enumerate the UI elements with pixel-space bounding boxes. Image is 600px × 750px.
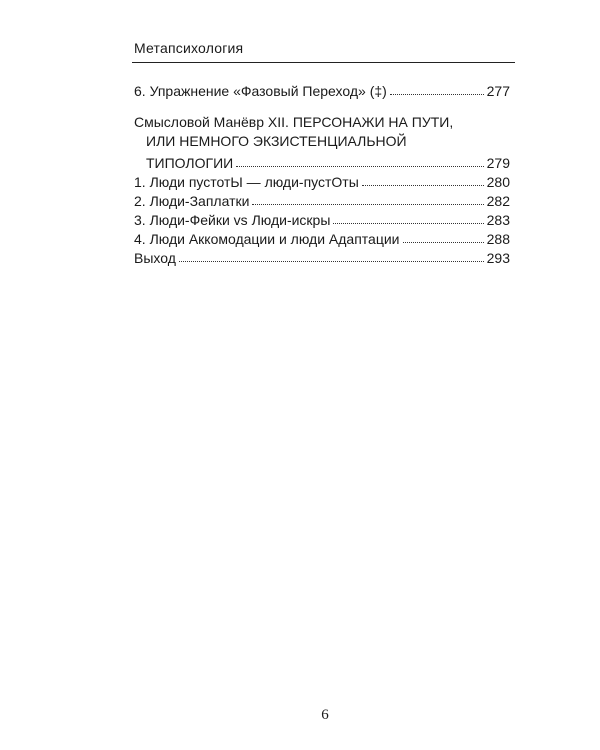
dot-leader xyxy=(252,204,483,205)
toc-entry xyxy=(134,80,510,99)
dot-leader xyxy=(179,261,484,262)
toc-entry-label: 4. Люди Аккомодации и люди Адаптации xyxy=(134,231,400,247)
toc-entry xyxy=(134,247,510,266)
dot-leader xyxy=(390,94,484,95)
dot-leader xyxy=(403,242,484,243)
toc-entry-label: 2. Люди-Заплатки xyxy=(134,193,250,209)
chapter-title-line-1: Смысловой Манёвр XII. ПЕРСОНАЖИ НА ПУТИ, xyxy=(134,114,454,130)
toc-entry-page: 283 xyxy=(486,212,510,228)
dot-leader xyxy=(333,223,483,224)
chapter-title-entry xyxy=(134,152,510,171)
chapter-title-line-3: ТИПОЛОГИИ xyxy=(146,155,234,171)
toc-entry-page: 280 xyxy=(486,174,510,190)
toc-entry-label: Выход xyxy=(134,250,176,266)
toc-entry xyxy=(134,171,510,190)
toc-entry xyxy=(134,209,510,228)
toc-entry-label: 6. Упражнение «Фазовый Переход» (‡) xyxy=(134,83,387,99)
toc-entry xyxy=(134,228,510,247)
toc-entry xyxy=(134,190,510,209)
toc-section-exercise xyxy=(134,80,510,99)
toc-section-chapter xyxy=(134,114,510,266)
page-number: 6 xyxy=(321,707,329,723)
header-divider xyxy=(132,62,515,63)
running-header-title: Метапсихология xyxy=(134,40,244,56)
toc-entry-page: 282 xyxy=(486,193,510,209)
toc-entry-page: 277 xyxy=(486,83,510,99)
chapter-page: 279 xyxy=(486,155,510,171)
chapter-title-line-2: ИЛИ НЕМНОГО ЭКЗИСТЕНЦИАЛЬНОЙ xyxy=(146,133,407,149)
toc-entry-label: 3. Люди-Фейки vs Люди-искры xyxy=(134,212,331,228)
dot-leader xyxy=(362,185,484,186)
toc-entry-page: 288 xyxy=(486,231,510,247)
dot-leader xyxy=(236,166,483,167)
toc-entry-label: 1. Люди пустотЫ — люди-пустОты xyxy=(134,174,359,190)
toc-entry-page: 293 xyxy=(486,250,510,266)
